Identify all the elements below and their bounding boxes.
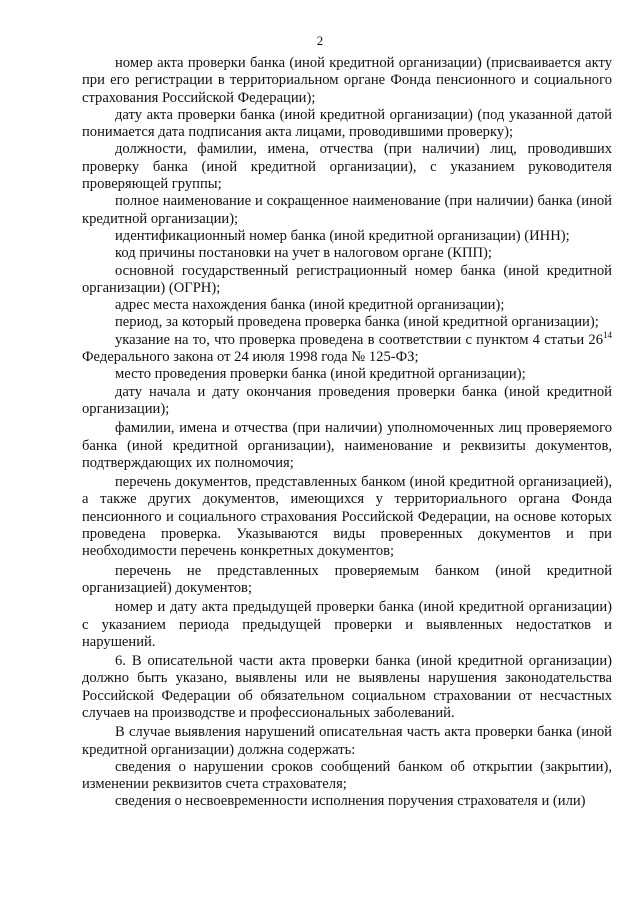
paragraph-representatives: фамилии, имена и отчества (при наличии) уполномоченных лиц проверяемого банка (иной кредитной организации), наименование и реквизиты документов, подтверждающих их полномочия; <box>82 420 612 471</box>
paragraph-bank-name: полное наименование и сокращенное наименование (при наличии) банка (иной кредитной организации); <box>82 193 612 227</box>
paragraph-ogrn: основной государственный регистрационный номер банка (иной кредитной организации) (ОГРН); <box>82 262 612 296</box>
paragraph-section-6: 6. В описательной части акта проверки банка (иной кредитной организации) должно быть указано, выявлены или не выявлены нарушения законодательства Российской Федерации об обязательном социальном страховании от несчастных случаев на производстве и профессиональных заболеваний. <box>82 653 612 721</box>
paragraph-dates: дату начала и дату окончания проведения проверки банка (иной кредитной организации); <box>82 383 612 417</box>
paragraph-period: период, за который проведена проверка банка (иной кредитной организации); <box>115 314 599 331</box>
paragraph-inspectors: должности, фамилии, имена, отчества (при наличии) лиц, проводивших проверку банка (иной кредитной организации), с указанием руководителя проверяющей группы; <box>82 141 612 193</box>
article-ref-before: указание на то, что проверка проведена в соответствии с пунктом 4 статьи 26 <box>115 331 603 348</box>
page-number: 2 <box>316 33 324 48</box>
paragraph-address: адрес места нахождения банка (иной кредитной организации); <box>115 297 505 314</box>
paragraph-missing-documents: перечень не представленных проверяемым банком (иной кредитной организацией) документов; <box>82 562 612 596</box>
article-ref-after: Федерального закона от 24 июля 1998 года № 125-ФЗ; <box>82 349 419 366</box>
document-body <box>82 55 612 811</box>
paragraph-act-number: номер акта проверки банка (иной кредитной организации) (присваивается акту при его регистрации в территориальном органе Фонда пенсионного и социального страхования Российской Федерации); <box>82 55 612 106</box>
paragraph-notification-deadlines: сведения о нарушении сроков сообщений банком об открытии (закрытии), изменении реквизитов счета страхователя; <box>82 758 612 793</box>
article-ref-superscript: 14 <box>603 329 612 340</box>
paragraph-violations-intro: В случае выявления нарушений описательная часть акта проверки банка (иной кредитной организации) должна содержать: <box>82 724 612 758</box>
paragraph-previous-act: номер и дату акта предыдущей проверки банка (иной кредитной организации) с указанием периода предыдущей проверки и выявленных недостатков и нарушений. <box>82 599 612 650</box>
paragraph-documents-list: перечень документов, представленных банком (иной кредитной организацией), а также других документов, имеющихся у территориального органа Фонда пенсионного и социального страхования Российской Федерации, на основе которых проведена проверка. Указываются виды проверенных документов и при необходимости перечень конкретных документов; <box>82 474 612 560</box>
paragraph-act-date: дату акта проверки банка (иной кредитной организации) (под указанной датой понимается дата подписания акта лицами, проводившими проверку); <box>82 106 612 141</box>
paragraph-late-execution: сведения о несвоевременности исполнения поручения страхователя и (или) <box>115 793 586 810</box>
paragraph-kpp: код причины постановки на учет в налоговом органе (КПП); <box>115 245 492 262</box>
paragraph-article-reference <box>82 329 612 367</box>
paragraph-place: место проведения проверки банка (иной кредитной организации); <box>115 366 526 383</box>
paragraph-inn: идентификационный номер банка (иной кредитной организации) (ИНН); <box>115 227 570 244</box>
